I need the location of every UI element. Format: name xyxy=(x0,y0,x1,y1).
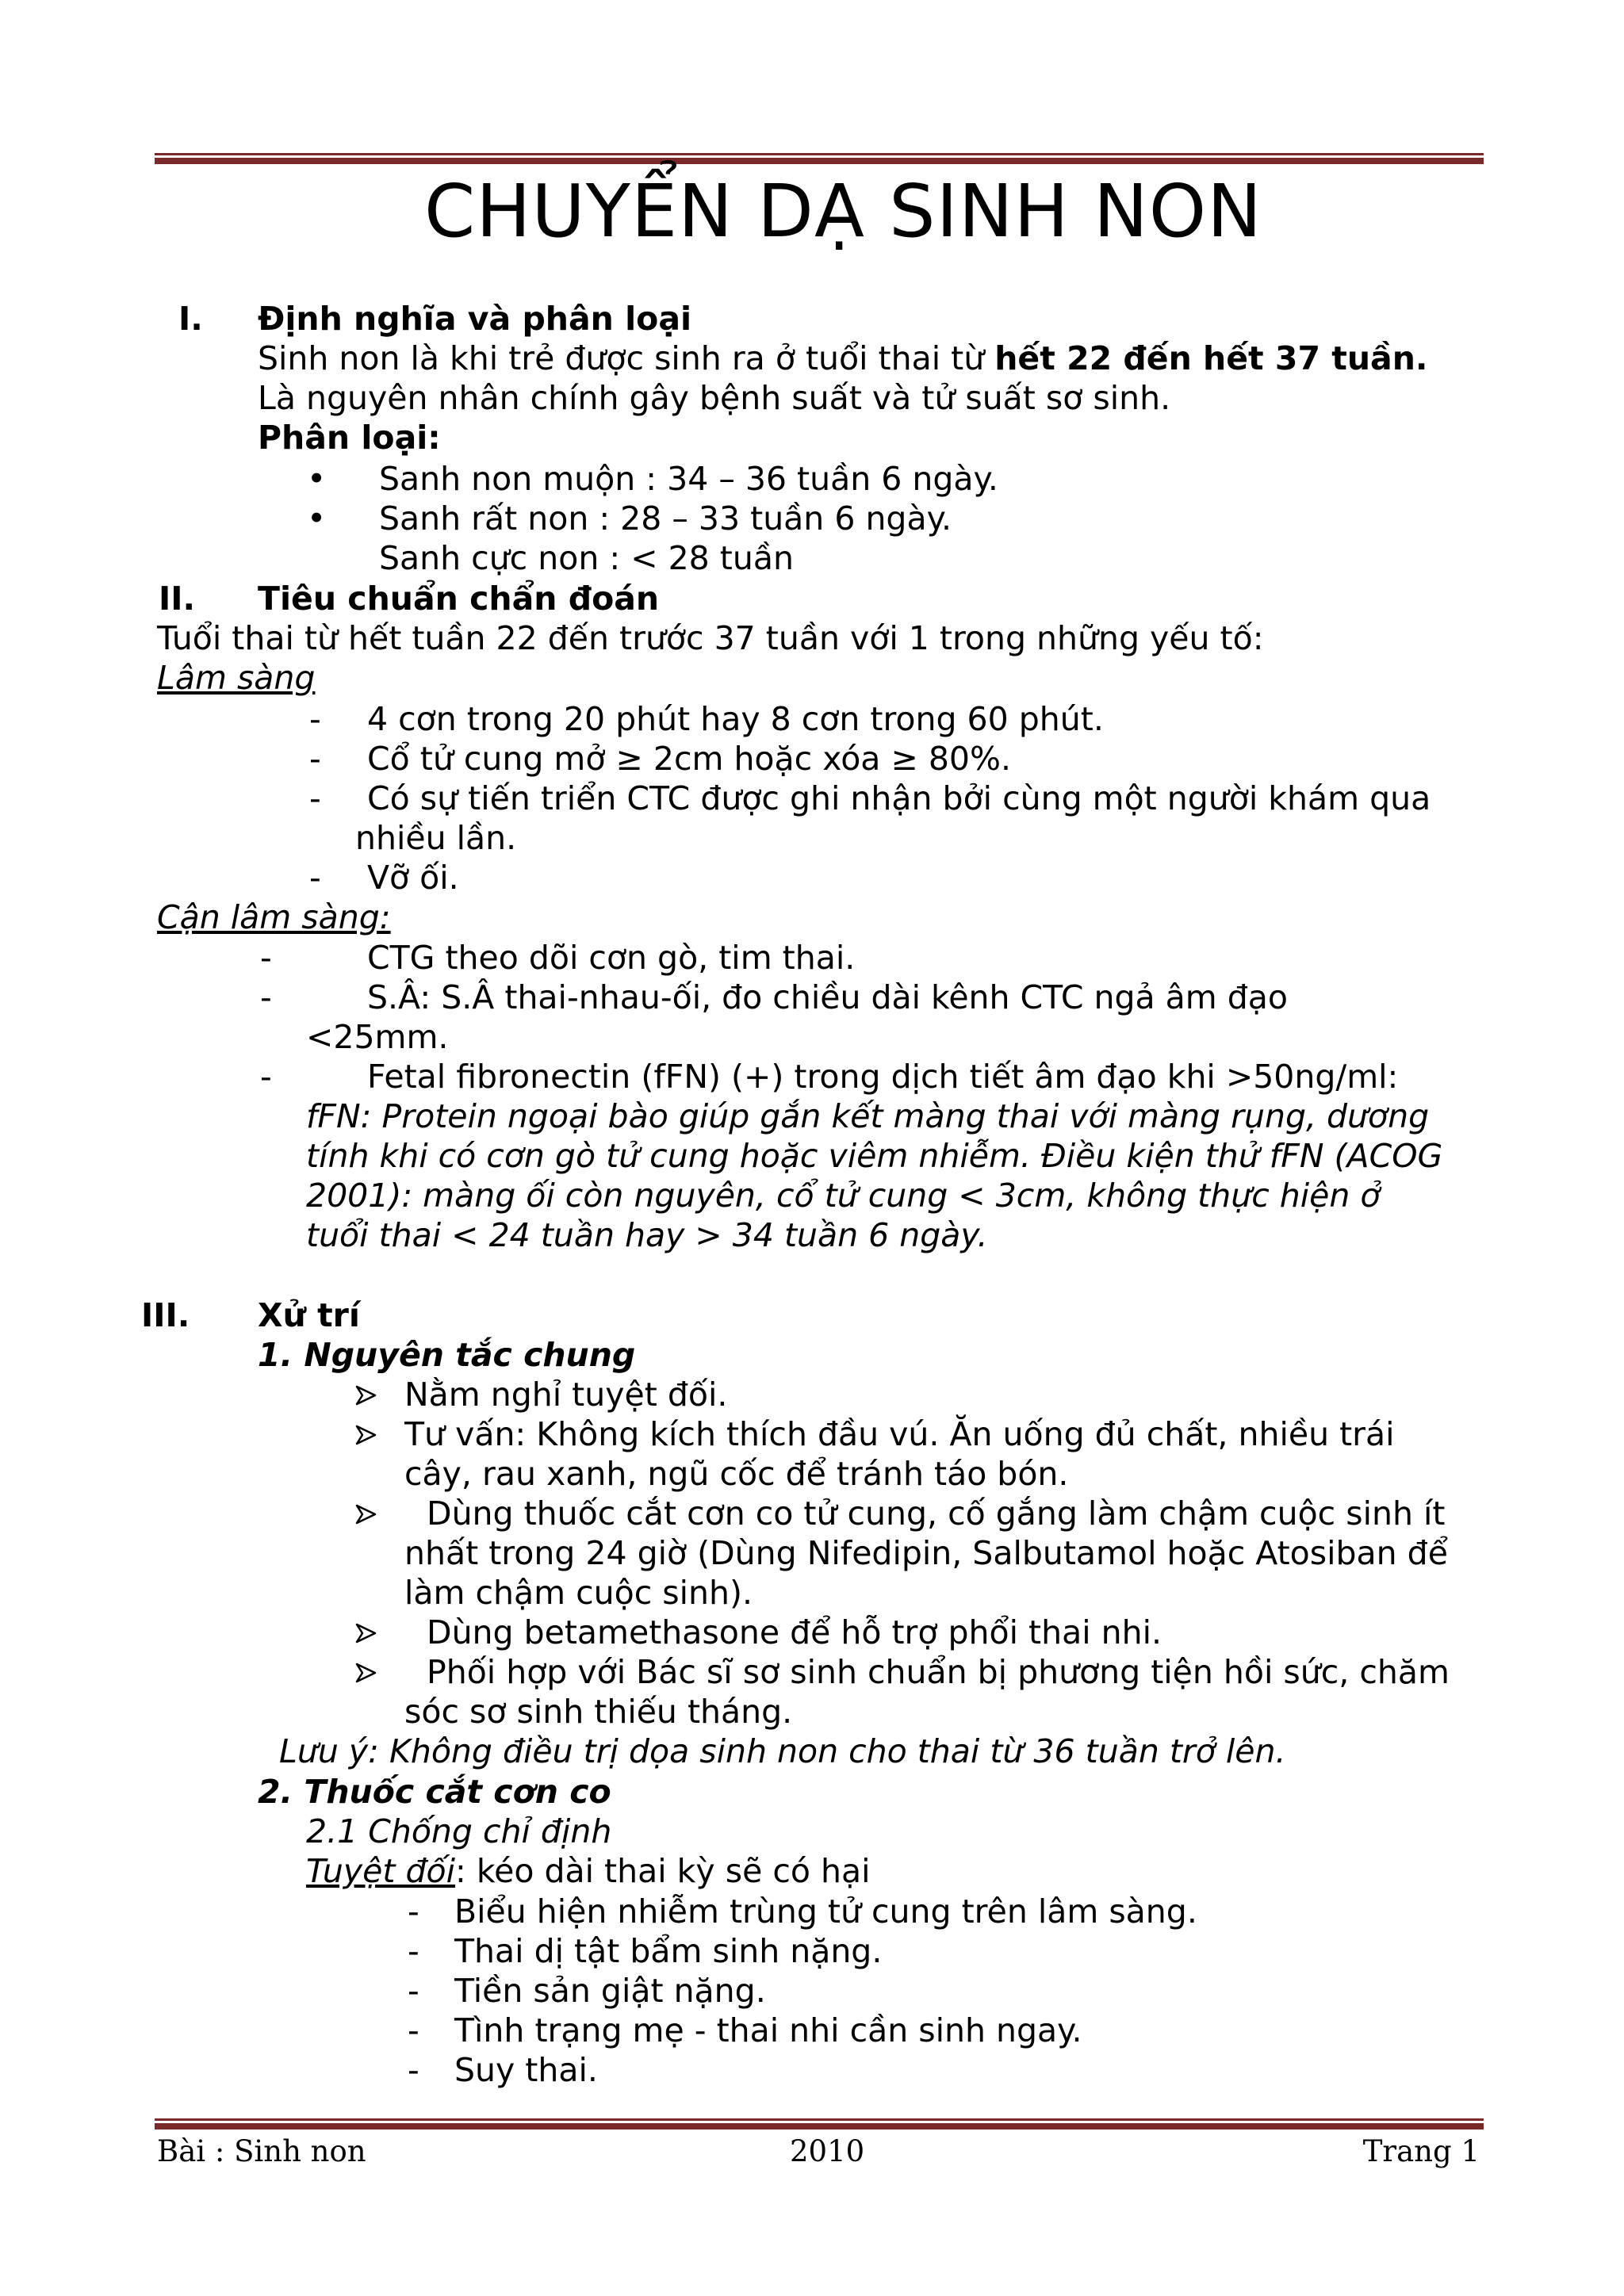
dash-marker: - xyxy=(408,1892,419,1931)
principle-item: Nằm nghỉ tuyệt đối. xyxy=(404,1376,728,1414)
dash-marker: - xyxy=(260,978,272,1016)
contraindication-item: Tiền sản giật nặng. xyxy=(454,1972,766,2010)
arrow-bullet-icon xyxy=(355,1425,377,1445)
footer-rule xyxy=(155,2118,1484,2130)
subsection-2-1-heading: 2.1 Chống chỉ định xyxy=(306,1812,612,1850)
paraclinical-item-continuation: <25mm. xyxy=(306,1018,449,1056)
arrow-bullet-icon xyxy=(355,1385,377,1406)
section-1-heading: Định nghĩa và phân loại xyxy=(258,300,692,338)
dash-marker: - xyxy=(309,779,321,817)
paraclinical-item: S.Â: S.Â thai-nhau-ối, đo chiều dài kênh CTC ngả âm đạo xyxy=(367,978,1288,1016)
classification-item: Sanh cực non : < 28 tuần xyxy=(379,539,794,577)
paraclinical-item: CTG theo dõi cơn gò, tim thai. xyxy=(367,939,856,977)
bullet-marker: • xyxy=(307,460,327,498)
clinical-item: Vỡ ối. xyxy=(367,859,459,897)
dash-marker: - xyxy=(309,700,321,738)
footer-left: Bài : Sinh non xyxy=(157,2134,366,2168)
dash-marker: - xyxy=(260,1058,272,1096)
subsection-1-heading: 1. Nguyên tắc chung xyxy=(258,1336,636,1374)
principle-item-continuation: làm chậm cuộc sinh). xyxy=(404,1574,753,1612)
absolute-contraindication-line: Tuyệt đối: kéo dài thai kỳ sẽ có hại xyxy=(306,1852,871,1890)
principle-item-continuation: nhất trong 24 giờ (Dùng Nifedipin, Salbutamol hoặc Atosiban để xyxy=(404,1534,1448,1572)
bullet-marker: • xyxy=(307,499,327,538)
ffn-note: 2001): màng ối còn nguyên, cổ tử cung < 3cm, không thực hiện ở xyxy=(306,1177,1381,1215)
principle-item-continuation: sóc sơ sinh thiếu tháng. xyxy=(404,1693,793,1731)
dash-marker: - xyxy=(408,1972,419,2010)
clinical-label: Lâm sàng xyxy=(157,659,316,697)
footer-center: 2010 xyxy=(790,2134,865,2168)
page-title: CHUYỂN DẠ SINH NON xyxy=(424,169,1262,254)
dash-marker: - xyxy=(260,939,272,977)
arrow-bullet-icon xyxy=(355,1663,377,1683)
arrow-bullet-icon xyxy=(355,1504,377,1525)
contraindication-item: Thai dị tật bẩm sinh nặng. xyxy=(454,1932,883,1970)
definition-line-2: Là nguyên nhân chính gây bệnh suất và tử suất sơ sinh. xyxy=(258,379,1171,417)
classification-item: Sanh rất non : 28 – 33 tuần 6 ngày. xyxy=(379,499,952,538)
paraclinical-label: Cận lâm sàng: xyxy=(157,898,391,936)
definition-line-1: Sinh non là khi trẻ được sinh ra ở tuổi thai từ hết 22 đến hết 37 tuần. xyxy=(258,339,1428,377)
dash-marker: - xyxy=(309,859,321,897)
footer-page-number: Trang 1 xyxy=(1362,2134,1480,2168)
arrow-bullet-icon xyxy=(355,1623,377,1644)
dash-marker: - xyxy=(408,1932,419,1970)
dash-marker: - xyxy=(309,740,321,778)
contraindication-item: Biểu hiện nhiễm trùng tử cung trên lâm sàng. xyxy=(454,1892,1197,1931)
subsection-2-heading: 2. Thuốc cắt cơn co xyxy=(258,1773,611,1811)
clinical-item: Có sự tiến triển CTC được ghi nhận bởi cùng một người khám qua xyxy=(367,779,1431,817)
contraindication-item: Suy thai. xyxy=(454,2051,598,2089)
section-2-heading: Tiêu chuẩn chẩn đoán xyxy=(258,580,660,618)
classification-item: Sanh non muộn : 34 – 36 tuần 6 ngày. xyxy=(379,460,998,498)
clinical-item: Cổ tử cung mở ≥ 2cm hoặc xóa ≥ 80%. xyxy=(367,740,1012,778)
clinical-item: 4 cơn trong 20 phút hay 8 cơn trong 60 phút. xyxy=(367,700,1104,738)
section-3-number: III. xyxy=(141,1296,190,1334)
section-2-number: II. xyxy=(159,580,196,618)
ffn-note: tính khi có cơn gò tử cung hoặc viêm nhiễm. Điều kiện thử fFN (ACOG xyxy=(306,1137,1443,1175)
section-1-number: I. xyxy=(178,300,203,338)
ffn-note: tuổi thai < 24 tuần hay > 34 tuần 6 ngày. xyxy=(306,1216,988,1254)
diagnosis-intro: Tuổi thai từ hết tuần 22 đến trước 37 tuần với 1 trong những yếu tố: xyxy=(157,619,1264,657)
dash-marker: - xyxy=(408,2011,419,2049)
principle-item: Tư vấn: Không kích thích đầu vú. Ăn uống đủ chất, nhiều trái xyxy=(404,1415,1395,1453)
classification-label: Phân loại: xyxy=(258,419,441,457)
ffn-note: fFN: Protein ngoại bào giúp gắn kết màng thai với màng rụng, dương xyxy=(306,1097,1430,1135)
principle-item: Dùng thuốc cắt cơn co tử cung, cố gắng làm chậm cuộc sinh ít xyxy=(427,1494,1446,1533)
clinical-item-continuation: nhiều lần. xyxy=(355,819,517,857)
header-rule xyxy=(155,153,1484,164)
dash-marker: - xyxy=(408,2051,419,2089)
section-3-heading: Xử trí xyxy=(258,1296,360,1334)
principle-item: Dùng betamethasone để hỗ trợ phổi thai nhi. xyxy=(427,1613,1162,1651)
contraindication-item: Tình trạng mẹ - thai nhi cần sinh ngay. xyxy=(454,2011,1082,2049)
principle-item-continuation: cây, rau xanh, ngũ cốc để tránh táo bón. xyxy=(404,1455,1069,1493)
paraclinical-item: Fetal fibronectin (fFN) (+) trong dịch tiết âm đạo khi >50ng/ml: xyxy=(367,1058,1399,1096)
principle-item: Phối hợp với Bác sĩ sơ sinh chuẩn bị phương tiện hồi sức, chăm xyxy=(427,1653,1450,1691)
note: Lưu ý: Không điều trị dọa sinh non cho thai từ 36 tuần trở lên. xyxy=(279,1732,1286,1770)
